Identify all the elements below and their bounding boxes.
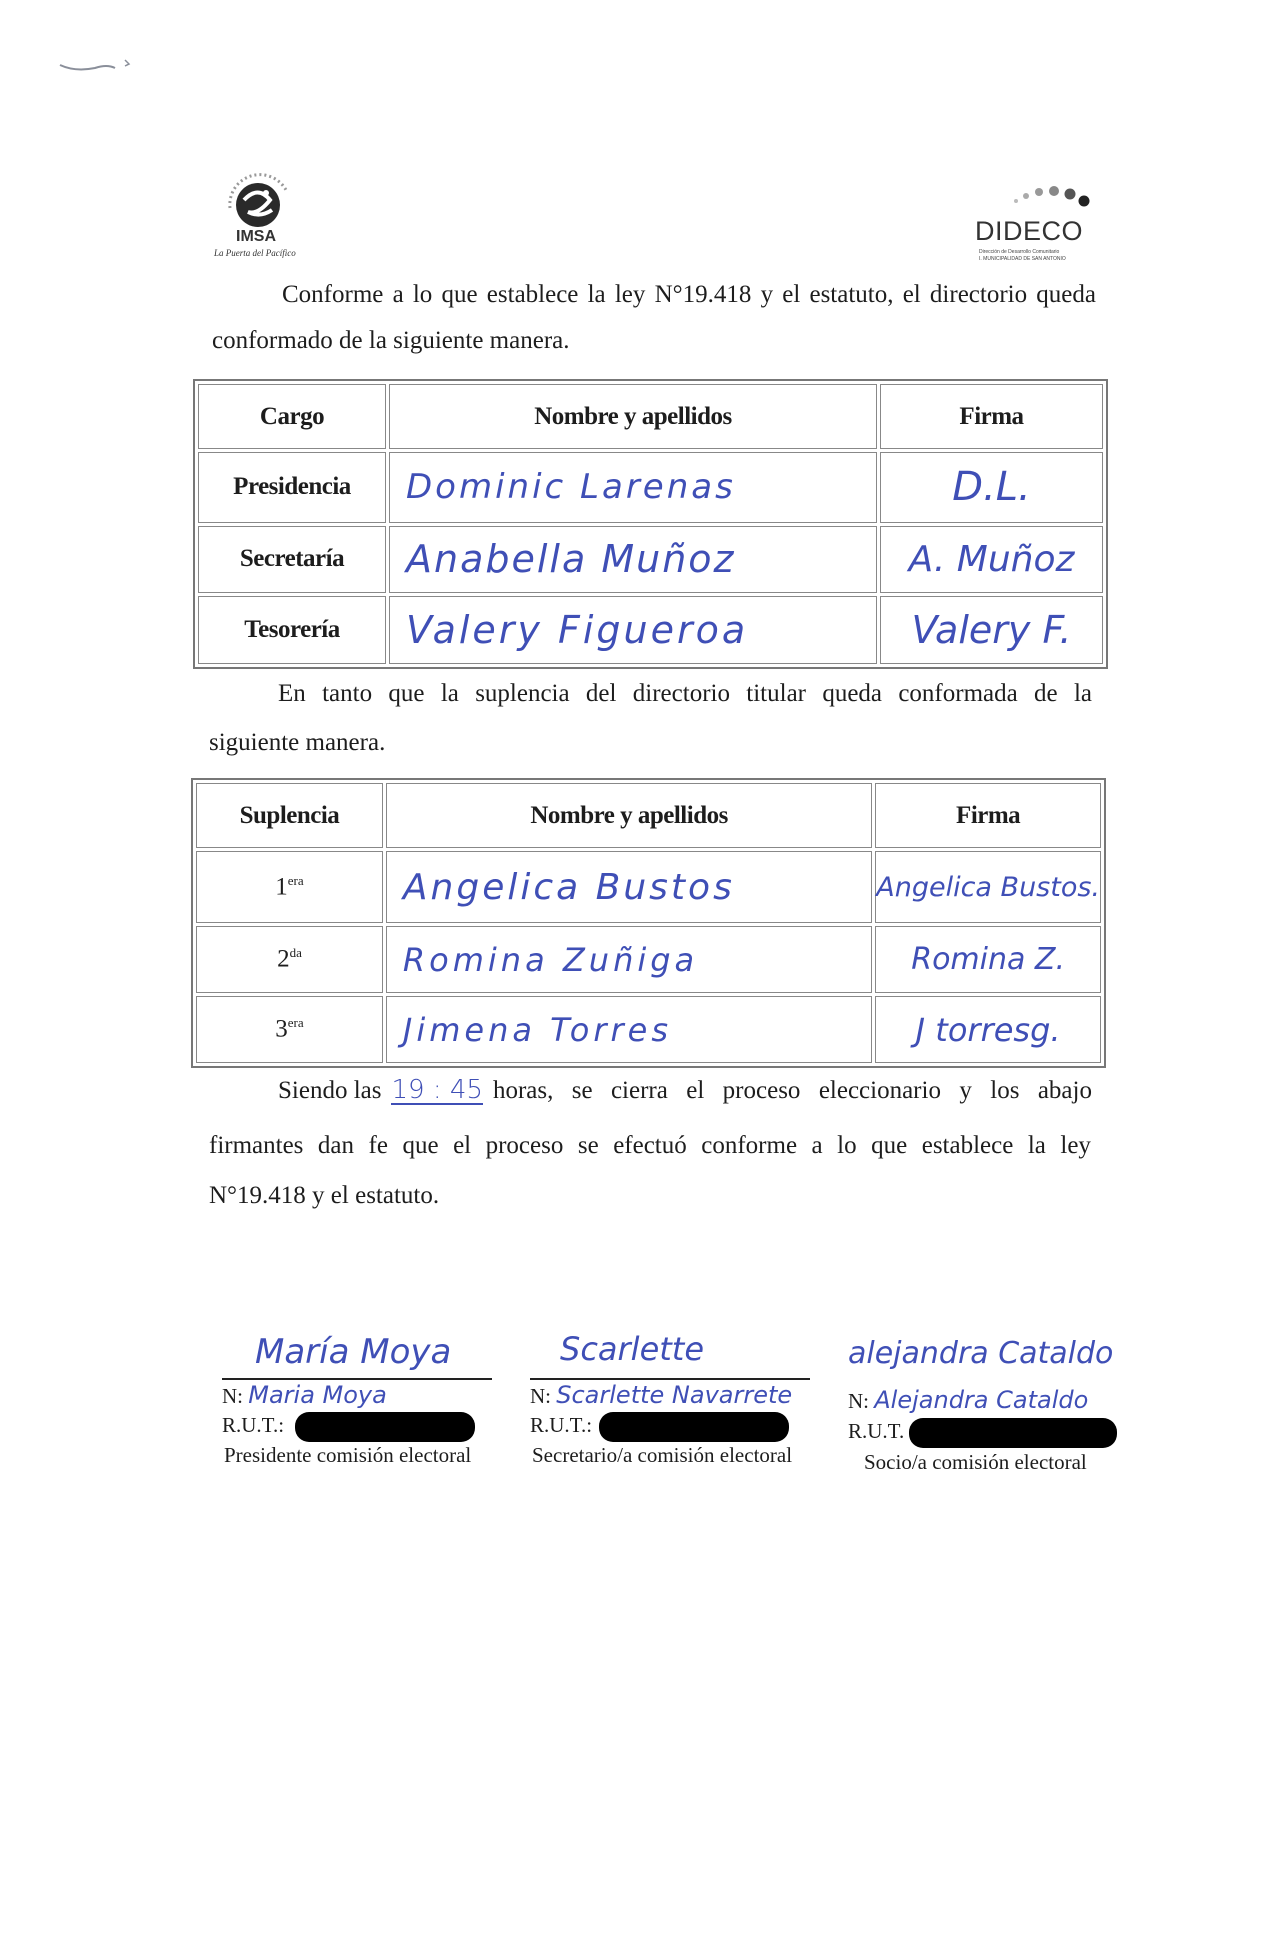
word: titular bbox=[746, 680, 806, 707]
word: el bbox=[782, 281, 801, 308]
word: ley bbox=[614, 281, 646, 308]
rut-presidente bbox=[222, 1412, 475, 1442]
n-value: Scarlette Navarrete bbox=[556, 1381, 793, 1409]
handwritten-signature: J torresg. bbox=[915, 1010, 1061, 1049]
imsa-name: IMSA bbox=[236, 228, 276, 245]
table-row bbox=[196, 996, 1101, 1063]
word: Conforme bbox=[282, 281, 384, 308]
word: N°19.418 bbox=[654, 281, 752, 308]
suplencia-line-2: siguiente manera. bbox=[209, 729, 386, 756]
word: conformada bbox=[898, 680, 1018, 707]
cargo-tesoreria: Tesorería bbox=[198, 596, 386, 664]
role-presidente: Presidente comisión electoral bbox=[224, 1443, 472, 1467]
firma-tesoreria bbox=[880, 596, 1103, 664]
nombre-secretaria bbox=[389, 526, 877, 594]
n-socio bbox=[848, 1388, 1088, 1413]
word: de bbox=[1034, 680, 1058, 707]
ordinal-suffix: da bbox=[289, 945, 302, 961]
suplencia-2 bbox=[196, 926, 383, 993]
word: a bbox=[392, 281, 404, 308]
rut-label: R.U.T.: bbox=[530, 1412, 593, 1437]
suplencia-line-1 bbox=[278, 681, 1092, 706]
word: que bbox=[871, 1132, 908, 1159]
ordinal: 2 bbox=[277, 945, 290, 973]
word: lo bbox=[837, 1132, 857, 1159]
role-socio: Socio/a comisión electoral bbox=[864, 1450, 1087, 1474]
nombre-suplencia-1 bbox=[386, 851, 872, 923]
rut-socio bbox=[848, 1418, 1117, 1448]
ordinal-suffix: era bbox=[287, 1015, 304, 1031]
handwritten-signature: Romina Z. bbox=[911, 942, 1065, 977]
word: establece bbox=[921, 1132, 1014, 1159]
table-row bbox=[198, 452, 1103, 523]
ordinal-suffix: era bbox=[287, 872, 304, 888]
word: la bbox=[440, 680, 459, 707]
word: los bbox=[990, 1077, 1020, 1104]
handwritten-signature: Angelica Bustos. bbox=[876, 871, 1100, 903]
word: directorio bbox=[929, 281, 1028, 308]
word: el bbox=[686, 1077, 705, 1104]
handwritten-signature: D.L. bbox=[952, 464, 1031, 511]
word: cierra bbox=[610, 1077, 668, 1104]
handwritten-signature: A. Muñoz bbox=[908, 538, 1075, 580]
rut-redaction bbox=[599, 1412, 789, 1442]
word: proceso bbox=[722, 1077, 801, 1104]
header-firma: Firma bbox=[880, 384, 1103, 449]
word: el bbox=[453, 1132, 472, 1159]
n-value: Maria Moya bbox=[248, 1381, 387, 1409]
table-row bbox=[196, 926, 1101, 993]
word: abajo bbox=[1037, 1077, 1092, 1104]
header-nombre: Nombre y apellidos bbox=[386, 783, 872, 848]
signature-line-secretario bbox=[530, 1378, 810, 1380]
n-secretario bbox=[530, 1383, 792, 1408]
n-value: Alejandra Cataldo bbox=[874, 1386, 1089, 1414]
word: En bbox=[278, 680, 306, 707]
handwritten-name: Romina Zuñiga bbox=[402, 940, 699, 979]
word: ley bbox=[1060, 1132, 1091, 1159]
table-row bbox=[196, 851, 1101, 923]
word: efectuó bbox=[613, 1132, 687, 1159]
word: establece bbox=[486, 281, 579, 308]
dideco-name: DIDECO bbox=[975, 216, 1084, 246]
word: se bbox=[571, 1077, 593, 1104]
nombre-tesoreria bbox=[389, 596, 877, 664]
signature-presidente: María Moya bbox=[255, 1332, 452, 1372]
imsa-logo bbox=[208, 160, 308, 270]
word: la bbox=[1073, 680, 1092, 707]
scan-mark bbox=[55, 50, 135, 80]
suplencia-header-row bbox=[196, 783, 1101, 848]
word: que bbox=[388, 680, 425, 707]
closing-time: 19 : 45 bbox=[391, 1075, 483, 1105]
suplencia-3 bbox=[196, 996, 383, 1063]
word: estatuto, bbox=[809, 281, 894, 308]
word: el bbox=[902, 281, 921, 308]
n-label: N: bbox=[848, 1389, 869, 1413]
closing-line-3: N°19.418 y el estatuto. bbox=[209, 1182, 440, 1209]
rut-redaction bbox=[295, 1412, 475, 1442]
word: firmantes bbox=[209, 1132, 304, 1159]
word: se bbox=[577, 1132, 599, 1159]
handwritten-name: Valery Figueroa bbox=[406, 608, 749, 653]
header-nombre: Nombre y apellidos bbox=[389, 384, 877, 449]
role-secretario: Secretario/a comisión electoral bbox=[532, 1443, 793, 1467]
word: queda bbox=[1036, 281, 1096, 308]
word: tanto bbox=[322, 680, 373, 707]
handwritten-name: Angelica Bustos bbox=[402, 866, 735, 908]
firma-secretaria bbox=[880, 526, 1103, 594]
n-label: N: bbox=[530, 1384, 551, 1408]
firma-presidencia bbox=[880, 452, 1103, 523]
table-row bbox=[198, 526, 1103, 594]
intro-line-1 bbox=[282, 282, 1096, 307]
handwritten-name: Jimena Torres bbox=[402, 1010, 673, 1049]
imsa-tagline: La Puerta del Pacífico bbox=[214, 248, 296, 258]
rut-label: R.U.T.: bbox=[222, 1412, 285, 1437]
header-suplencia: Suplencia bbox=[196, 783, 383, 848]
word: dan bbox=[317, 1132, 355, 1159]
directorio-table bbox=[193, 379, 1108, 669]
cargo-presidencia: Presidencia bbox=[198, 452, 386, 523]
ordinal: 1 bbox=[275, 873, 288, 901]
word: proceso bbox=[485, 1132, 564, 1159]
table-row bbox=[198, 596, 1103, 664]
nombre-suplencia-2 bbox=[386, 926, 872, 993]
word: que bbox=[441, 281, 478, 308]
closing-line-2 bbox=[209, 1133, 1091, 1158]
word: suplencia bbox=[475, 680, 570, 707]
rut-redaction bbox=[909, 1418, 1117, 1448]
firma-suplencia-1 bbox=[875, 851, 1101, 923]
intro-line-2: conformado de la siguiente manera. bbox=[212, 327, 570, 354]
word: del bbox=[585, 680, 617, 707]
n-label: N: bbox=[222, 1384, 243, 1408]
handwritten-name: Dominic Larenas bbox=[406, 467, 736, 508]
word: que bbox=[402, 1132, 439, 1159]
header-cargo: Cargo bbox=[198, 384, 386, 449]
n-presidente bbox=[222, 1383, 387, 1408]
signature-socio: alejandra Cataldo bbox=[848, 1336, 1114, 1371]
suplencia-1 bbox=[196, 851, 383, 923]
word: queda bbox=[822, 680, 883, 707]
word: fe bbox=[368, 1132, 388, 1159]
word: lo bbox=[412, 281, 433, 308]
word: la bbox=[587, 281, 606, 308]
rut-label: R.U.T. bbox=[848, 1418, 905, 1443]
word: horas, bbox=[492, 1077, 554, 1104]
closing-line-1 bbox=[278, 1075, 1092, 1105]
directorio-header-row bbox=[198, 384, 1103, 449]
nombre-presidencia bbox=[389, 452, 877, 523]
dideco-subtitle-1: Dirección de Desarrollo Comunitario bbox=[979, 249, 1060, 255]
firma-suplencia-2 bbox=[875, 926, 1101, 993]
closing-prefix: Siendo las bbox=[278, 1077, 382, 1104]
cargo-secretaria: Secretaría bbox=[198, 526, 386, 594]
word: y bbox=[760, 281, 774, 308]
dideco-dots-icon bbox=[1010, 183, 1100, 207]
ordinal: 3 bbox=[275, 1015, 288, 1043]
signature-secretario: Scarlette bbox=[560, 1330, 705, 1368]
dideco-logo bbox=[975, 183, 1095, 263]
word: a bbox=[811, 1132, 823, 1159]
dideco-subtitle-2: I. MUNICIPALIDAD DE SAN ANTONIO bbox=[979, 256, 1066, 262]
word: la bbox=[1027, 1132, 1046, 1159]
handwritten-signature: Valery F. bbox=[911, 608, 1072, 653]
closing-rest bbox=[493, 1078, 1092, 1103]
word: y bbox=[959, 1077, 972, 1104]
handwritten-name: Anabella Muñoz bbox=[406, 537, 736, 582]
rut-secretario bbox=[530, 1412, 789, 1442]
signature-line-presidente bbox=[222, 1378, 492, 1380]
nombre-suplencia-3 bbox=[386, 996, 872, 1063]
word: eleccionario bbox=[818, 1077, 941, 1104]
suplencia-table bbox=[191, 778, 1106, 1068]
word: directorio bbox=[632, 680, 730, 707]
firma-suplencia-3 bbox=[875, 996, 1101, 1063]
word: conforme bbox=[701, 1132, 798, 1159]
header-firma: Firma bbox=[875, 783, 1101, 848]
